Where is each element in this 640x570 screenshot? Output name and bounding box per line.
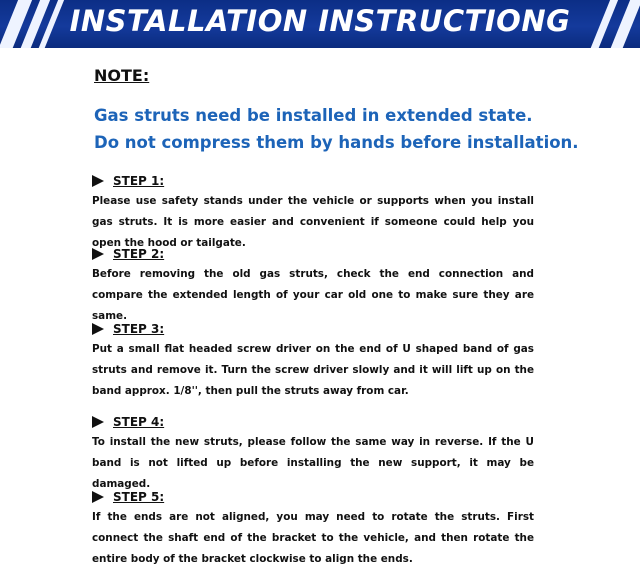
play-triangle-icon (92, 416, 104, 428)
step-3 (92, 320, 534, 402)
play-triangle-icon (92, 323, 104, 335)
step-heading (92, 245, 534, 263)
page-title: INSTALLATION INSTRUCTIONG (69, 4, 571, 38)
play-triangle-icon (92, 175, 104, 187)
step-1 (92, 172, 534, 254)
step-label: STEP 4: (113, 415, 165, 429)
note-heading: NOTE: (94, 66, 150, 85)
title-banner (0, 0, 640, 48)
step-label: STEP 3: (113, 322, 165, 336)
step-label: STEP 5: (113, 490, 165, 504)
step-text: Before removing the old gas struts, check the end connection and compare the extended length of your car old one to make sure they are same. (92, 268, 534, 322)
step-text: To install the new struts, please follow the same way in reverse. If the U band is not lifted up before installing the new support, it may be damaged. (92, 436, 534, 490)
step-text: Please use safety stands under the vehicle or supports when you install gas struts. It is more easier and convenient if someone could help you open the hood or tailgate. (92, 195, 534, 249)
step-heading (92, 172, 534, 190)
note-line: Gas struts need be installed in extended state. (94, 106, 533, 125)
step-heading (92, 488, 534, 506)
step-label: STEP 1: (113, 174, 165, 188)
step-heading (92, 413, 534, 431)
step-4 (92, 413, 534, 495)
play-triangle-icon (92, 248, 104, 260)
step-heading (92, 320, 534, 338)
step-2 (92, 245, 534, 327)
note-line: Do not compress them by hands before installation. (94, 133, 579, 152)
play-triangle-icon (92, 491, 104, 503)
step-text: Put a small flat headed screw driver on the end of U shaped band of gas struts and remove it. Turn the screw driver slowly and it will lift up on the band approx. 1/8'', then pull the struts away from car. (92, 343, 534, 397)
step-label: STEP 2: (113, 247, 165, 261)
step-text: If the ends are not aligned, you may need to rotate the struts. First connect the shaft end of the bracket to the vehicle, and then rotate the entire body of the bracket clockwise to align the ends. (92, 511, 534, 565)
step-5 (92, 488, 534, 570)
